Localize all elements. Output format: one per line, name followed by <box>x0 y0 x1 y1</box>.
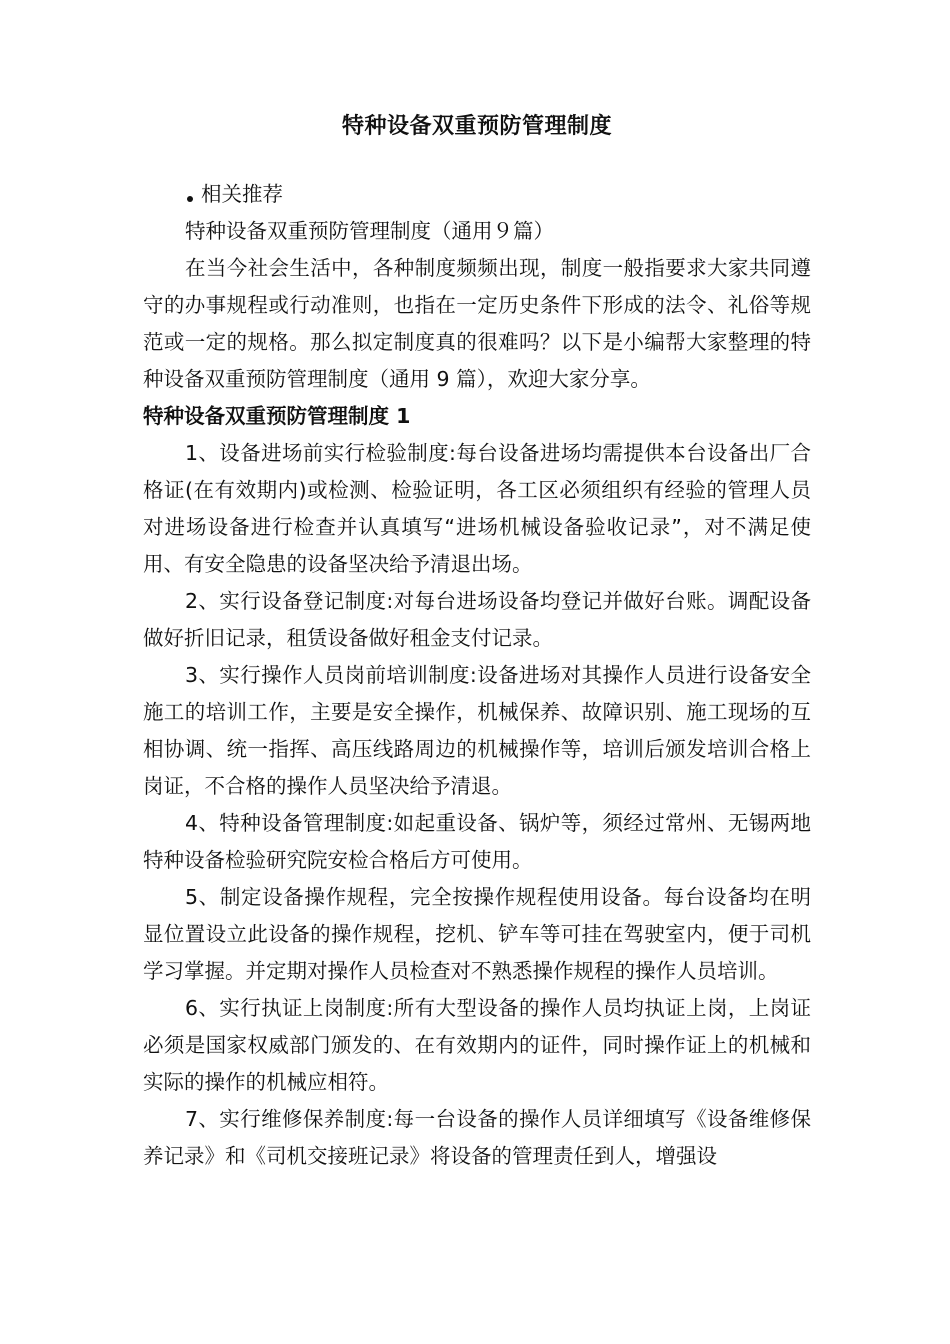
related-article-link[interactable]: 特种设备双重预防管理制度（通用９篇） <box>185 219 554 243</box>
document-title: 特种设备双重预防管理制度 <box>341 114 612 139</box>
intro-paragraph: 在当今社会生活中，各种制度频频出现，制度一般指要求大家共同遵守的办事规程或行动准则，也指在一定历史条件下形成的法令、礼俗等规范或一定的规格。那么拟定制度真的很难吗？以下是小编帮大家整理的特种设备双重预防管理制度（通用 9 篇），欢迎大家分享。 <box>143 256 811 391</box>
body-paragraph-3: 3、实行操作人员岗前培训制度:设备进场对其操作人员进行设备安全施工的培训工作，主要是安全操作，机械保养、故障识别、施工现场的互相协调、统一指挥、高压线路周边的机械操作等，培训后颁发培训合格上岗证，不合格的操作人员坚决给予清退。 <box>143 663 811 798</box>
document-content <box>143 176 811 1175</box>
related-recommendations[interactable] <box>143 176 811 213</box>
body-paragraph-4: 4、特种设备管理制度:如起重设备、锅炉等，须经过常州、无锡两地特种设备检验研究院安检合格后方可使用。 <box>143 811 811 872</box>
body-paragraph-1: 1、设备进场前实行检验制度:每台设备进场均需提供本台设备出厂合格证(在有效期内)或检测、检验证明，各工区必须组织有经验的管理人员对进场设备进行检查并认真填写“进场机械设备验收记录”，对不满足使用、有安全隐患的设备坚决给予清退出场。 <box>143 441 811 576</box>
body-paragraph-7: 7、实行维修保养制度:每一台设备的操作人员详细填写《设备维修保养记录》和《司机交接班记录》将设备的管理责任到人，增强设 <box>143 1107 811 1168</box>
bullet-icon <box>187 196 193 202</box>
related-label: 相关推荐 <box>201 182 283 206</box>
section-heading: 特种设备双重预防管理制度 1 <box>143 404 411 428</box>
body-paragraph-2: 2、实行设备登记制度:对每台进场设备均登记并做好台账。调配设备做好折旧记录，租赁设备做好租金支付记录。 <box>143 589 811 650</box>
body-paragraph-6: 6、实行执证上岗制度:所有大型设备的操作人员均执证上岗，上岗证必须是国家权威部门颁发的、在有效期内的证件，同时操作证上的机械和实际的操作的机械应相符。 <box>143 996 811 1094</box>
body-paragraph-5: 5、制定设备操作规程，完全按操作规程使用设备。每台设备均在明显位置设立此设备的操作规程，挖机、铲车等可挂在驾驶室内，便于司机学习掌握。并定期对操作人员检查对不熟悉操作规程的操作人员培训。 <box>143 885 811 983</box>
